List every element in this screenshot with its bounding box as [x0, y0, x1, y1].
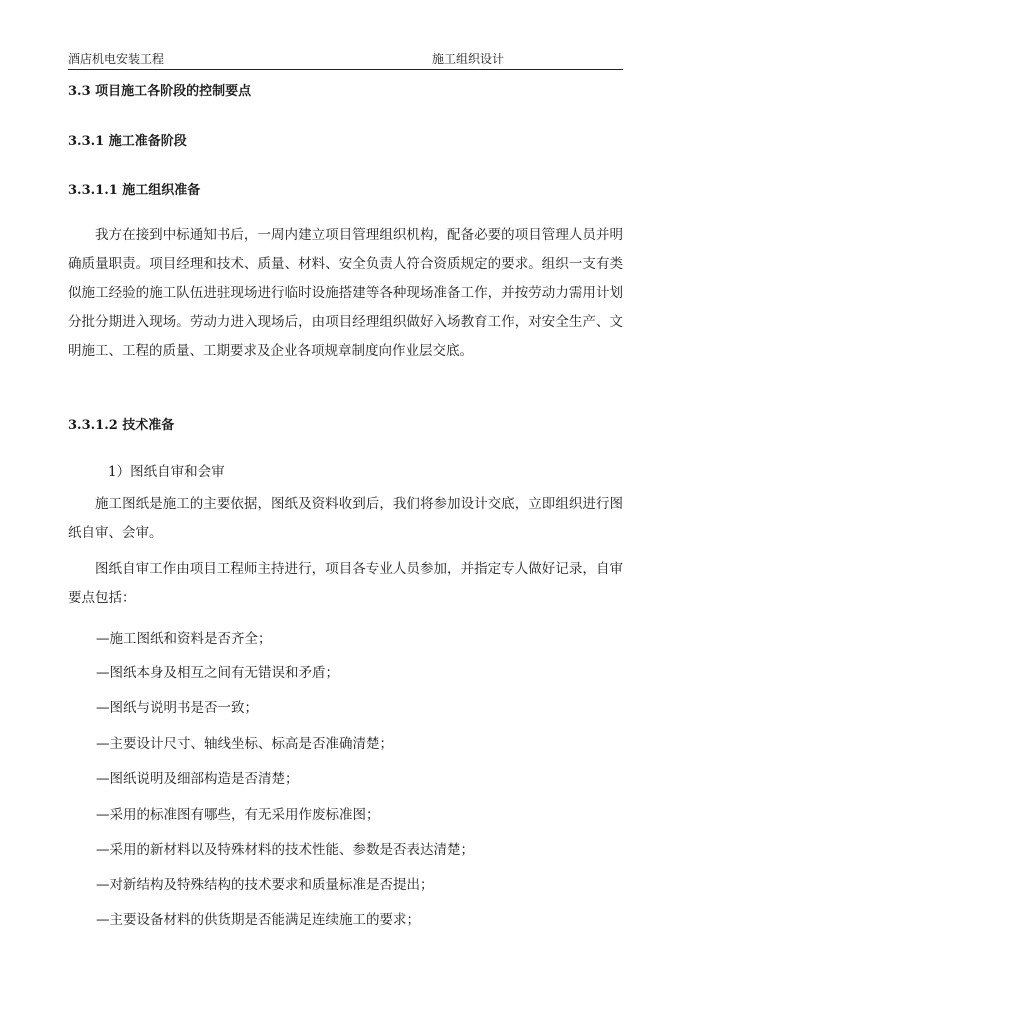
- checklist-item: —图纸本身及相互之间有无错误和矛盾；: [96, 665, 339, 681]
- checklist-item: —图纸与说明书是否一致；: [96, 700, 258, 716]
- checklist-item: —对新结构及特殊结构的技术要求和质量标准是否提出；: [96, 877, 434, 893]
- paragraph-organization-prep: 我方在接到中标通知书后，一周内建立项目管理组织机构，配备必要的项目管理人员并明确质量职责。项目经理和技术、质量、材料、安全负责人符合资质规定的要求。组织一支有类似施工经验的施工队伍进驻现场进行临时设施搭建等各种现场准备工作，并按劳动力需用计划分批分期进入现场。劳动力进入现场后，由项目经理组织做好入场教育工作，对安全生产、文明施工、工程的质量、工期要求及企业各项规章制度向作业层交底。: [68, 227, 623, 359]
- paragraph-drawing-basis: 施工图纸是施工的主要依据，图纸及资料收到后，我们将参加设计交底，立即组织进行图纸自审、会审。: [68, 496, 623, 541]
- checklist-item: —图纸说明及细部构造是否清楚；: [96, 771, 299, 787]
- checklist-item: —主要设计尺寸、轴线坐标、标高是否准确清楚；: [96, 736, 393, 752]
- section-heading-3-3-1-2: 3.3.1.2 技术准备: [68, 418, 175, 433]
- subheading-drawing-review: 1）图纸自审和会审: [108, 464, 225, 480]
- section-heading-3-3: 3.3 项目施工各阶段的控制要点: [68, 84, 252, 99]
- page-header: [68, 50, 623, 70]
- section-heading-3-3-1-1: 3.3.1.1 施工组织准备: [68, 183, 201, 198]
- document-page: [68, 50, 623, 928]
- header-project-name: 酒店机电安装工程: [68, 52, 165, 66]
- checklist-item: —施工图纸和资料是否齐全；: [96, 631, 272, 647]
- paragraph-self-review: 图纸自审工作由项目工程师主持进行，项目各专业人员参加，并指定专人做好记录，自审要点包括：: [68, 561, 623, 606]
- checklist-item: —采用的新材料以及特殊材料的技术性能、参数是否表达清楚；: [96, 842, 474, 858]
- section-heading-3-3-1: 3.3.1 施工准备阶段: [68, 134, 187, 149]
- checklist-item: —主要设备材料的供货期是否能满足连续施工的要求；: [96, 912, 420, 928]
- checklist-item: —采用的标准图有哪些，有无采用作废标准图；: [96, 807, 380, 823]
- header-document-title: 施工组织设计: [432, 52, 505, 66]
